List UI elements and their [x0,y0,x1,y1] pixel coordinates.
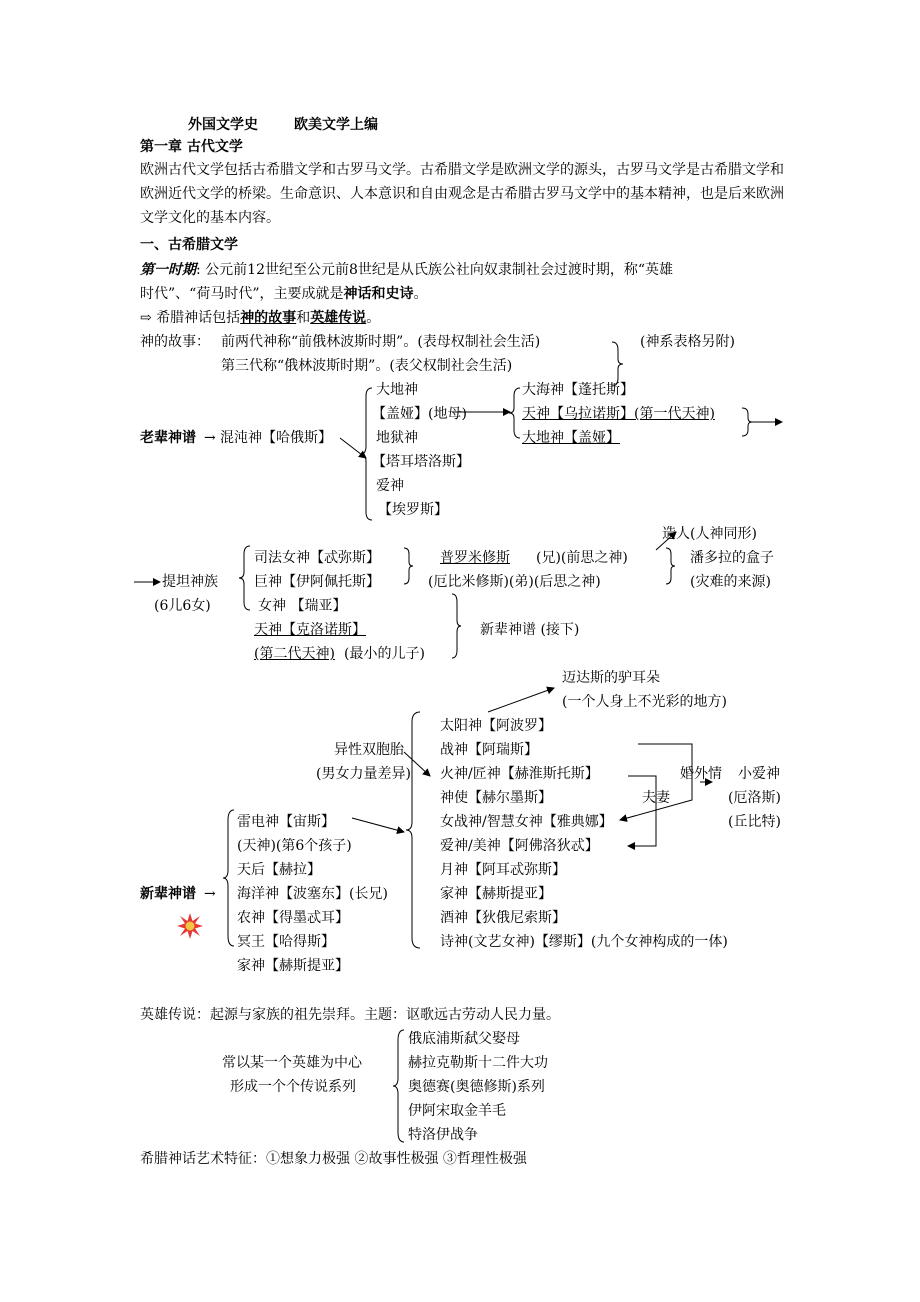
doc-title-right: 欧美文学上编 [294,117,378,133]
hero-series-item: 俄底浦斯弑父娶母 [408,1031,520,1047]
titan-smallest: (最小的儿子) [344,646,425,662]
titans-count: (6儿6女) [154,598,211,614]
prometheus: 普罗米修斯 [440,550,510,566]
twins: 异性双胞胎 [334,742,404,758]
elder-arrow: → [204,430,216,446]
hero-center2: 形成一个个传说系列 [230,1079,356,1095]
period1-highlight: 神话和史诗 [343,286,414,302]
god-story-line1: 前两代神称“前俄林波斯时期”。(表母权制社会生活) [221,334,541,350]
elder-child: 爱神 [376,478,404,494]
elder-child: 【盖娅】(地母) [372,406,467,422]
young-right-god: 诗神(文艺女神)【缪斯】(九个女神构成的一体) [440,934,728,950]
young-left-god: (天神)(第6个孩子) [237,838,352,854]
affair: 婚外情 [680,766,722,782]
young-right-god: 爱神/美神【阿佛洛狄忒】 [440,838,599,854]
young-left-god: 家神【赫斯提亚】 [237,958,349,974]
arrow [340,438,366,458]
gaia-child: 天神【乌拉诺斯】(第一代天神) [522,406,715,422]
young-right-god: 太阳神【阿波罗】 [440,718,552,734]
gaia-child: 大海神【蓬托斯】 [522,382,634,398]
hero-series-item: 赫拉克勒斯十二件大功 [408,1055,548,1071]
myth-and: 和 [296,310,311,326]
art-features: 希腊神话艺术特征：①想象力极强 ②故事性极强 ③哲理性极强 [140,1151,527,1167]
period1-label: 第一时期 [140,262,196,278]
brace [452,594,461,658]
titans-label: 提坦神族 [162,574,218,590]
next-gen-note: 新辈神谱 (接下) [480,622,580,638]
cupid2: (丘比特) [728,814,781,830]
brace [361,388,372,520]
chaos-god: 混沌神【哈俄斯】 [220,430,332,446]
young-arrow: → [204,886,216,902]
brace [239,546,250,610]
section-title: 一、古希腊文学 [140,237,238,253]
pandora: 潘多拉的盒子 [690,550,774,566]
elder-child: 地狱神 [376,430,418,446]
hero-center1: 常以某一个英雄为中心 [222,1055,362,1071]
chapter-title: 第一章 古代文学 [140,139,243,155]
doc-title-left: 外国文学史 [188,117,258,133]
period1-text1: 公元前12世纪至公元前8世纪是从氏族公社向奴隶制社会过渡时期，称“英雄 [205,262,674,278]
period1-text2: 时代”、“荷马时代”，主要成就是 [140,286,344,302]
young-right-god: 女战神/智慧女神【雅典娜】 [440,814,613,830]
epimetheus: (厄比米修斯)(弟)(后思之神) [428,574,601,590]
young-left-god: 农神【得墨忒耳】 [237,910,349,926]
elder-child: 大地神 [376,382,418,398]
hero-line: 英雄传说：起源与家族的祖先崇拜。主题：讴歌远古劳动人民力量。 [140,1007,560,1023]
gaia-child: 大地神【盖娅】 [522,430,620,446]
period1-end: 。 [413,286,428,302]
young-right-god: 酒神【狄俄尼索斯】 [440,910,566,926]
young-right-god: 战神【阿瑞斯】 [440,742,538,758]
brace [393,1030,404,1142]
period1-colon: : [196,262,201,278]
disaster: (灾难的来源) [690,574,771,590]
titan-member: 巨神【伊阿佩托斯】 [254,574,380,590]
midas: 迈达斯的驴耳朵 [562,670,660,686]
brace [666,548,675,584]
elder-child: 【塔耳塔洛斯】 [372,454,470,470]
hero-series-item: 特洛伊战争 [408,1127,478,1143]
young-left-god: 雷电神【宙斯】 [237,814,335,830]
titan-member: 司法女神【忒弥斯】 [254,550,380,566]
myth-story: 神的故事 [240,310,297,326]
young-right-god: 神使【赫尔墨斯】 [440,790,552,806]
myth-intro-prefix: 希腊神话包括 [156,310,241,326]
eros: (厄洛斯) [728,790,781,806]
god-story-note: (神系表格另附) [640,334,735,350]
husband-wife: 夫妻 [642,790,670,806]
young-right-god: 月神【阿耳忒弥斯】 [440,862,566,878]
midas-note: (一个人身上不光彩的地方) [562,694,727,710]
young-left-god: 冥王【哈得斯】 [237,934,335,950]
god-story-label: 神的故事： [140,334,210,350]
prometheus-note: (兄)(前思之神) [536,550,628,566]
brace [742,408,752,436]
hero-series-item: 伊阿宋取金羊毛 [408,1103,506,1119]
titan-member: 天神【克洛诺斯】 [254,622,366,638]
hollow-arrow-icon: ⇨ [140,310,152,326]
young-label: 新辈神谱 [140,886,196,902]
elder-label: 老辈神谱 [140,430,196,446]
brace [223,810,234,946]
god-story-line2: 第三代称“俄林波斯时期”。(表父权制社会生活) [221,358,513,374]
young-left-god: 天后【赫拉】 [237,862,321,878]
brace [612,342,623,386]
arrow [488,688,554,712]
young-left-god: 海洋神【波塞东】(长兄) [237,886,388,902]
hero-series-item: 奥德赛(奥德修斯)系列 [408,1079,545,1095]
cupid: 小爱神 [738,766,780,782]
elder-child: 【埃罗斯】 [378,502,448,518]
twins-note: (男女力量差异) [316,766,411,782]
brace [404,548,413,584]
arrow [404,752,430,776]
young-right-god: 家神【赫斯提亚】 [440,886,552,902]
myth-end: 。 [366,310,381,326]
titan-member: (第二代天神) [254,646,335,662]
create-man: 造人(人神同形) [662,526,757,542]
brace [509,388,520,438]
myth-legend: 英雄传说 [310,310,367,326]
intro-paragraph: 欧洲古代文学包括古希腊文学和古罗马文学。古希腊文学是欧洲文学的源头，古罗马文学是古希腊文学和欧洲近代文学的桥梁。生命意识、人本意识和自由观念是古希腊古罗马文学中的基本精神，也是后来欧洲文学文化的基本内容。 [140,162,784,226]
young-right-god: 火神/匠神【赫淮斯托斯】 [440,766,599,782]
arrow [656,532,676,550]
brace [406,712,420,948]
titan-member: 女神 【瑞亚】 [258,598,347,614]
arrow [352,818,404,832]
